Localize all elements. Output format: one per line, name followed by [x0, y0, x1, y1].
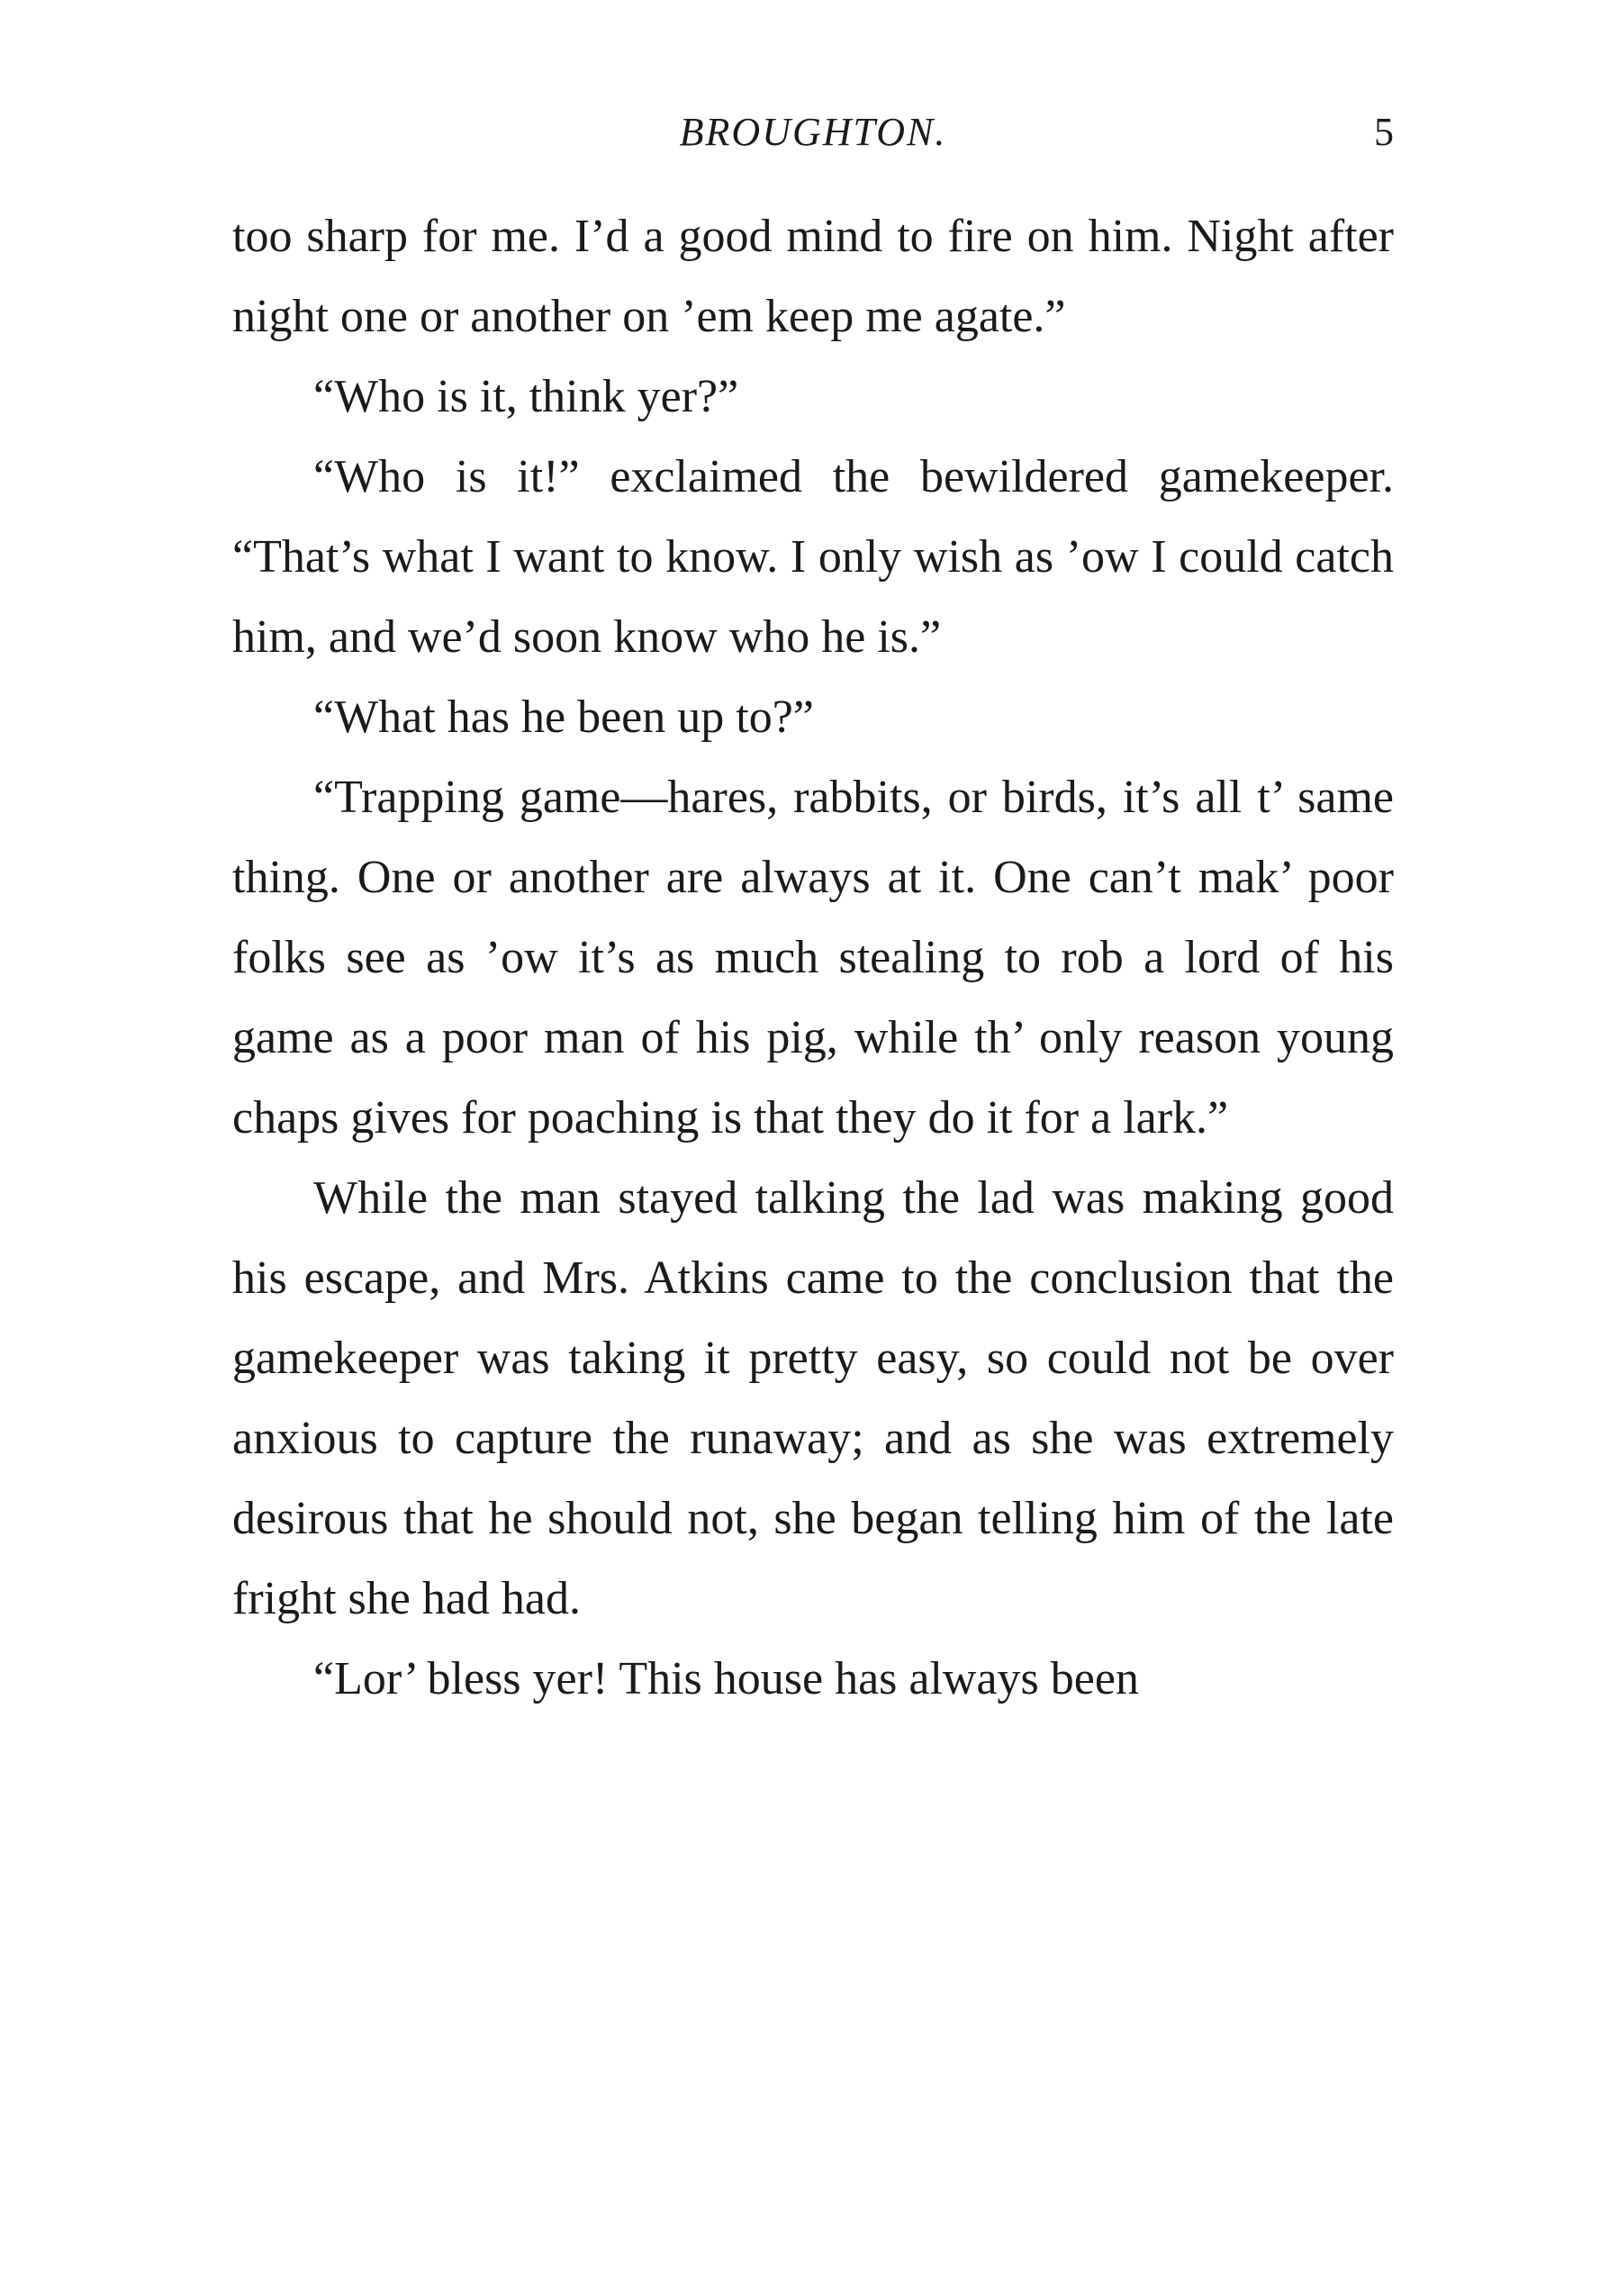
page-number: 5 — [1374, 110, 1394, 154]
paragraph: too sharp for me. I’d a good mind to fire on him. Night after night one or another on ’em keep me agate.” — [232, 211, 1394, 342]
paragraph: “Trapping game—hares, rabbits, or birds, it’s all t’ same thing. One or another are always at it. One can’t mak’ poor folks see as ’ow it’s as much stealing to rob a lord of his game as a poor man of his pig, while th’ only reason young chaps gives for poaching is that they do it for a lark.” — [232, 772, 1394, 1143]
running-title: BROUGHTON. — [679, 110, 947, 154]
paragraph: “Who is it, think yer?” — [313, 371, 739, 422]
paragraph: “Lor’ bless yer! This house has always been — [313, 1653, 1139, 1704]
paragraph: “Who is it!” exclaimed the bewildered gamekeeper. “That’s what I want to know. I only wish as ’ow I could catch him, and we’d soon know who he is.” — [232, 451, 1394, 663]
paragraph: “What has he been up to?” — [313, 692, 814, 743]
body-text — [232, 196, 1394, 1719]
paragraph: While the man stayed talking the lad was making good his escape, and Mrs. Atkins came to the conclusion that the gamekeeper was taking it pretty easy, so could not be over anxious to capture the runaway; and as she was extremely desirous that he should not, she began telling him of the late fright she had had. — [232, 1172, 1394, 1624]
running-header — [232, 101, 1394, 164]
